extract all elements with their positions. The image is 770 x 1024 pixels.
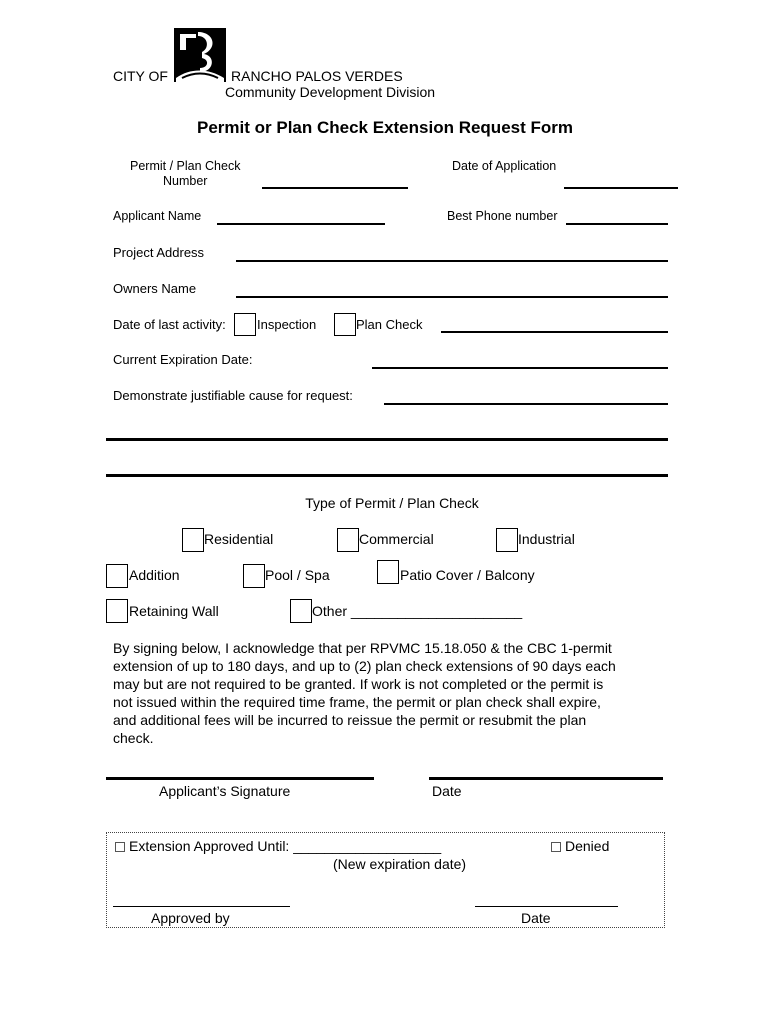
extension-approved-label: Extension Approved Until: ___________________ — [129, 838, 442, 854]
justifiable-cause-label: Demonstrate justifiable cause for request: — [113, 388, 353, 403]
denied-label: Denied — [565, 838, 610, 854]
new-expiration-label: (New expiration date) — [333, 856, 467, 872]
division-name: Community Development Division — [225, 84, 436, 100]
current-expiration-label: Current Expiration Date: — [113, 352, 253, 367]
applicant-name-label: Applicant Name — [113, 209, 202, 223]
phone-label: Best Phone number — [447, 209, 558, 223]
applicant-signature-label: Applicant’s Signature — [159, 783, 291, 799]
justifiable-cause-line-2[interactable] — [106, 438, 668, 441]
city-of-label: CITY OF — [113, 68, 168, 84]
signature-date-label: Date — [432, 783, 462, 799]
acknowledgement-text — [113, 639, 616, 747]
phone-field[interactable] — [566, 223, 668, 225]
retaining-wall-label: Retaining Wall — [129, 603, 219, 619]
approval-date-field[interactable] — [475, 906, 618, 907]
industrial-checkbox[interactable] — [496, 528, 518, 552]
other-checkbox[interactable] — [290, 599, 312, 623]
permit-number-label: Permit / Plan Check — [130, 159, 241, 173]
city-name: RANCHO PALOS VERDES — [231, 68, 403, 84]
acknowledgement-line: extension of up to 180 days, and up to (2) plan check extensions of 90 days each — [113, 658, 616, 674]
justifiable-cause-line-3[interactable] — [106, 474, 668, 477]
signature-date-field[interactable] — [429, 777, 663, 780]
city-seal-logo — [174, 28, 226, 82]
permit-number-label-2: Number — [163, 174, 208, 188]
extension-approved-checkbox[interactable] — [115, 842, 125, 852]
other-label[interactable]: Other ______________________ — [312, 603, 523, 619]
addition-checkbox[interactable] — [106, 564, 128, 588]
inspection-label: Inspection — [257, 317, 317, 332]
pool-spa-label: Pool / Spa — [265, 567, 330, 583]
commercial-checkbox[interactable] — [337, 528, 359, 552]
plan-check-label: Plan Check — [356, 317, 423, 332]
acknowledgement-line: By signing below, I acknowledge that per RPVMC 15.18.050 & the CBC 1-permit — [113, 640, 612, 656]
patio-cover-checkbox[interactable] — [377, 560, 399, 584]
justifiable-cause-field[interactable] — [384, 403, 668, 405]
approved-by-label: Approved by — [151, 910, 230, 926]
industrial-label: Industrial — [518, 531, 575, 547]
plan-check-checkbox[interactable] — [334, 313, 356, 336]
project-address-field[interactable] — [236, 260, 668, 262]
project-address-label: Project Address — [113, 245, 205, 260]
approval-date-label: Date — [521, 910, 551, 926]
residential-label: Residential — [204, 531, 274, 547]
owners-name-label: Owners Name — [113, 281, 197, 296]
retaining-wall-checkbox[interactable] — [106, 599, 128, 623]
approved-by-field[interactable] — [113, 906, 290, 907]
date-of-application-field[interactable] — [564, 187, 678, 189]
acknowledgement-line: may but are not required to be granted. If work is not completed or the permit is — [113, 676, 604, 692]
owners-name-field[interactable] — [236, 296, 668, 298]
date-last-activity-label: Date of last activity: — [113, 317, 226, 332]
patio-cover-label: Patio Cover / Balcony — [400, 567, 535, 583]
applicant-name-field[interactable] — [217, 223, 385, 225]
acknowledgement-line: check. — [113, 730, 154, 746]
permit-number-field[interactable] — [262, 187, 408, 189]
commercial-label: Commercial — [359, 531, 434, 547]
last-activity-date-field[interactable] — [441, 331, 668, 333]
inspection-checkbox[interactable] — [234, 313, 256, 336]
page-title: Permit or Plan Check Extension Request Form — [197, 118, 573, 137]
acknowledgement-line: and additional fees will be incurred to reissue the permit or resubmit the plan — [113, 712, 587, 728]
date-of-application-label: Date of Application — [452, 159, 557, 173]
addition-label: Addition — [129, 567, 180, 583]
permit-type-heading: Type of Permit / Plan Check — [305, 495, 479, 511]
denied-checkbox[interactable] — [551, 842, 561, 852]
current-expiration-field[interactable] — [372, 367, 668, 369]
acknowledgement-line: not issued within the required time frame, the permit or plan check shall expire, — [113, 694, 601, 710]
pool-spa-checkbox[interactable] — [243, 564, 265, 588]
residential-checkbox[interactable] — [182, 528, 204, 552]
applicant-signature-field[interactable] — [106, 777, 374, 780]
